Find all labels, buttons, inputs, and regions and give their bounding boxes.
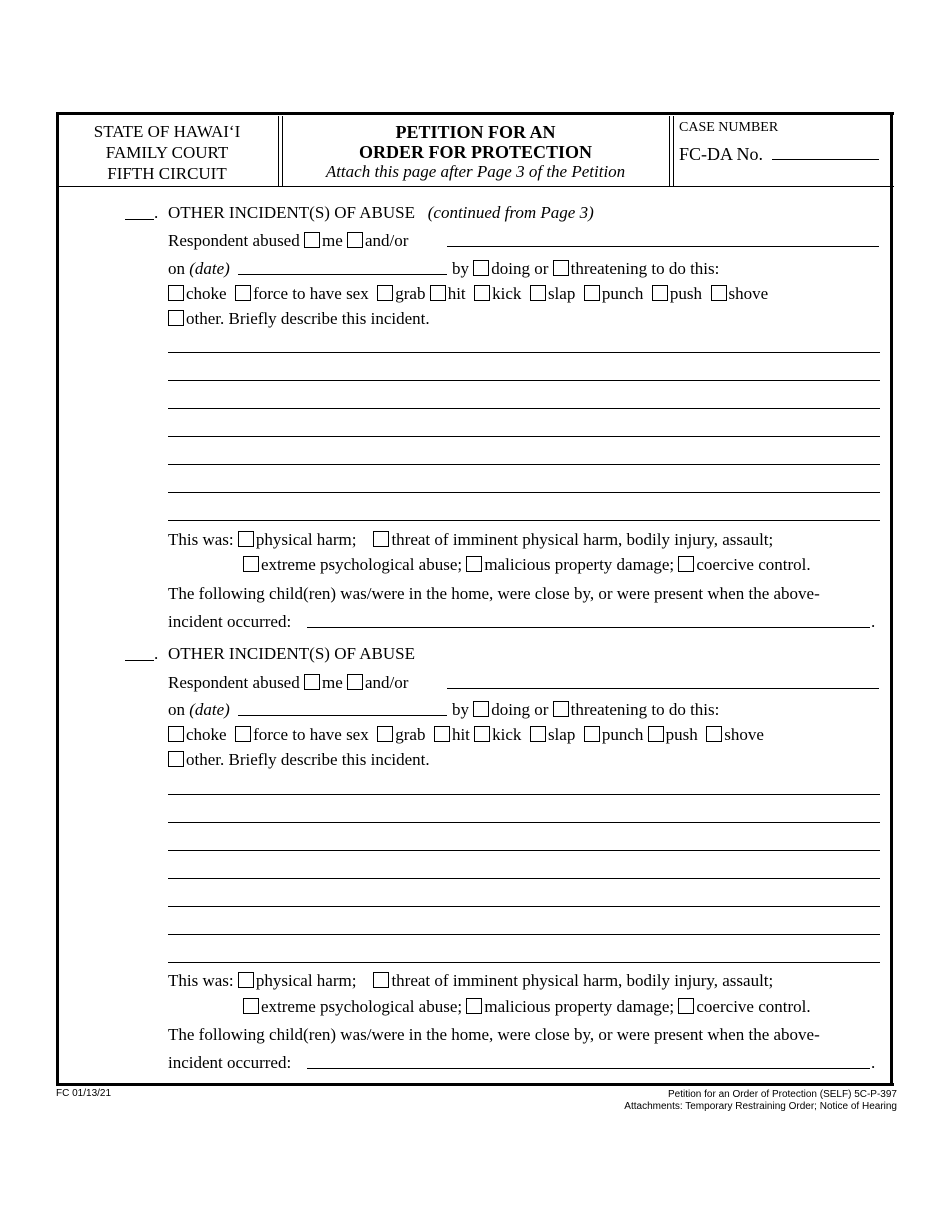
section-1-heading-row: [168, 203, 594, 223]
section-1-children-field[interactable]: [307, 627, 870, 628]
section-1-harm-row-1: This was: physical harm; threat of imminent physical harm, bodily injury, assault;: [168, 530, 774, 549]
section-2-physical-harm-checkbox[interactable]: [238, 972, 254, 988]
form-bottom-border: [56, 1083, 894, 1086]
section-1-hit-checkbox[interactable]: [430, 285, 446, 301]
section-1-slap-checkbox[interactable]: [530, 285, 546, 301]
section-2-by-row: by doing or threatening to do this:: [452, 700, 720, 719]
section-2-description-line-4[interactable]: [168, 878, 880, 879]
section-1-psych-checkbox[interactable]: [243, 556, 259, 572]
section-1-description-line-7[interactable]: [168, 520, 880, 521]
title-line-2: ORDER FOR PROTECTION: [358, 142, 592, 162]
section-1-by-row: by doing or threatening to do this:: [452, 259, 720, 278]
section-1-punch-checkbox[interactable]: [584, 285, 600, 301]
section-2-force-checkbox[interactable]: [235, 726, 251, 742]
form-right-border: [890, 112, 893, 1085]
section-2-other-checkbox[interactable]: [168, 751, 184, 767]
section-1-respondent-row: Respondent abused me and/or: [168, 231, 409, 250]
section-1-description-line-6[interactable]: [168, 492, 880, 493]
section-1-heading-note: (continued from Page 3): [427, 203, 594, 222]
title-line-1: PETITION FOR AN: [395, 122, 556, 142]
form-date: FC 01/13/21: [56, 1088, 112, 1099]
section-1-harm-row-2: extreme psychological abuse; malicious property damage; coercive control.: [243, 555, 811, 575]
section-2-description-line-7[interactable]: [168, 962, 880, 963]
section-2-me-checkbox[interactable]: [304, 674, 320, 690]
form-title: Petition for an Order of Protection (SELF) 5C-P-397: [668, 1089, 897, 1100]
section-2-psych-checkbox[interactable]: [243, 998, 259, 1014]
section-2-description-line-2[interactable]: [168, 822, 880, 823]
court-line-3: FIFTH CIRCUIT: [107, 164, 227, 183]
section-1-other-row: other. Briefly describe this incident.: [168, 309, 430, 329]
section-2-harm-row-2: extreme psychological abuse; malicious property damage; coercive control.: [243, 997, 811, 1017]
section-1-physical-harm-checkbox[interactable]: [238, 531, 254, 547]
section-1-other-person-field[interactable]: [447, 246, 879, 247]
section-1-description-line-1[interactable]: [168, 352, 880, 353]
section-2-property-checkbox[interactable]: [466, 998, 482, 1014]
court-block: [60, 121, 274, 184]
section-2-children-field[interactable]: [307, 1068, 870, 1069]
header-separator: [56, 186, 894, 187]
section-1-heading: OTHER INCIDENT(S) OF ABUSE: [168, 203, 415, 222]
section-1-kick-checkbox[interactable]: [474, 285, 490, 301]
section-2-respondent-row: Respondent abused me and/or: [168, 673, 409, 692]
section-1-description-line-5[interactable]: [168, 464, 880, 465]
section-1-date-label: on (date): [168, 259, 230, 278]
section-2-children-line-1: The following child(ren) was/were in the home, were close by, or were present when the above-: [168, 1025, 820, 1044]
case-number-prefix: FC-DA No.: [679, 144, 764, 164]
form-attachments: Attachments: Temporary Restraining Order; Notice of Hearing: [624, 1101, 897, 1112]
section-2-description-line-5[interactable]: [168, 906, 880, 907]
section-2-date-label: on (date): [168, 700, 230, 719]
title-block: [284, 122, 667, 182]
section-1-push-checkbox[interactable]: [652, 285, 668, 301]
title-note: Attach this page after Page 3 of the Petition: [325, 162, 626, 181]
section-2-shove-checkbox[interactable]: [706, 726, 722, 742]
section-1-other-checkbox[interactable]: [168, 310, 184, 326]
section-1-threat-checkbox[interactable]: [373, 531, 389, 547]
form-left-border: [56, 112, 59, 1085]
section-1-force-checkbox[interactable]: [235, 285, 251, 301]
section-2-slap-checkbox[interactable]: [530, 726, 546, 742]
section-2-harm-row-1: This was: physical harm; threat of imminent physical harm, bodily injury, assault;: [168, 971, 774, 990]
section-2-heading: OTHER INCIDENT(S) OF ABUSE: [168, 644, 415, 663]
section-1-acts-row: choke force to have sex grab hit kick slap punch push shove: [168, 284, 768, 304]
section-2-kick-checkbox[interactable]: [474, 726, 490, 742]
section-1-date-field[interactable]: [238, 274, 447, 275]
section-1-me-checkbox[interactable]: [304, 232, 320, 248]
section-2-description-line-6[interactable]: [168, 934, 880, 935]
section-1-property-checkbox[interactable]: [466, 556, 482, 572]
section-1-description-line-3[interactable]: [168, 408, 880, 409]
section-2-push-checkbox[interactable]: [648, 726, 664, 742]
section-2-andor-checkbox[interactable]: [347, 674, 363, 690]
section-1-andor-checkbox[interactable]: [347, 232, 363, 248]
section-1-children-line-2: incident occurred:: [168, 612, 292, 631]
section-2-threatening-checkbox[interactable]: [553, 701, 569, 717]
section-2-other-person-field[interactable]: [447, 688, 879, 689]
section-1-description-line-2[interactable]: [168, 380, 880, 381]
section-1-grab-checkbox[interactable]: [377, 285, 393, 301]
case-number-field[interactable]: [772, 159, 879, 160]
section-1-shove-checkbox[interactable]: [711, 285, 727, 301]
section-2-acts-row: choke force to have sex grab hit kick slap punch push shove: [168, 725, 764, 745]
section-2-number-blank[interactable]: [125, 660, 154, 661]
section-1-choke-checkbox[interactable]: [168, 285, 184, 301]
section-2-coercive-checkbox[interactable]: [678, 998, 694, 1014]
section-2-grab-checkbox[interactable]: [377, 726, 393, 742]
section-1-number-blank[interactable]: [125, 219, 154, 220]
case-number-label: CASE NUMBER: [679, 120, 779, 135]
section-2-punch-checkbox[interactable]: [584, 726, 600, 742]
section-2-threat-checkbox[interactable]: [373, 972, 389, 988]
section-1-description-line-4[interactable]: [168, 436, 880, 437]
section-2-doing-checkbox[interactable]: [473, 701, 489, 717]
section-2-children-line-2: incident occurred:: [168, 1053, 292, 1072]
section-2-choke-checkbox[interactable]: [168, 726, 184, 742]
section-1-number-dot: .: [154, 203, 159, 222]
section-2-description-line-3[interactable]: [168, 850, 880, 851]
section-1-children-line-1: The following child(ren) was/were in the home, were close by, or were present when the above-: [168, 584, 820, 603]
section-1-doing-checkbox[interactable]: [473, 260, 489, 276]
section-2-other-row: other. Briefly describe this incident.: [168, 750, 430, 770]
section-2-number-dot: .: [154, 644, 159, 663]
section-1-threatening-checkbox[interactable]: [553, 260, 569, 276]
court-line-1: STATE OF HAWAI‘I: [93, 122, 241, 141]
form-top-border: [56, 112, 894, 115]
section-1-coercive-checkbox[interactable]: [678, 556, 694, 572]
section-2-hit-checkbox[interactable]: [434, 726, 450, 742]
section-2-description-line-1[interactable]: [168, 794, 880, 795]
section-2-date-field[interactable]: [238, 715, 447, 716]
court-line-2: FAMILY COURT: [105, 143, 229, 162]
